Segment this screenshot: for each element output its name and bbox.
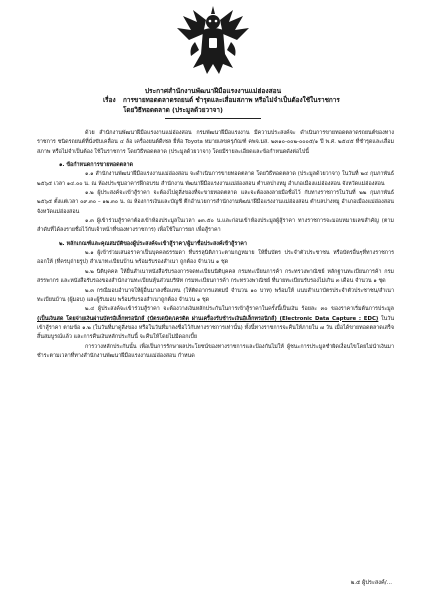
intro-paragraph: ด้วย สำนักงานพัฒนาฝีมือแรงงานแม่ฮ่องสอน กรมพัฒนาฝีมือแรงงาน มีความประสงค์จะ ดำเนินการขายทอดตลาดรถยนต์ของทางราชการ ชนิดรถยนต์ที่นั่งขับเคลื่อน ๔ ล้อ เครื่องยนต์ดีเซล ยี่ห้อ Toyota หมายเลขครุภัณฑ์ คพจ.มส. ๒๓๑๐-๐๐๒-๐๐๐๕/๑ ปี พ.ศ. ๒๕๔๕ ที่ชำรุดและเสื่อมสภาพ หรือไม่จำเป็นต้อง ใช้ในราชการ โดยวิธีทอดตลาด (ประมูลด้วยวาจา) โดยมีรายละเอียดและข้อกำหนดดังต่อไปนี้	[37, 130, 394, 155]
document-body	[37, 129, 394, 361]
section-2-4-underlined: (เป็นเงินสด โดยจ่ายเงินผ่านบัตรอิเล็กทรอนิกส์ (บัตรเดบิต/เครดิต ผ่านเครื่องรับชำระเงินอิเล็กทรอนิกส์) (Electronic Data Capture : EDC)	[37, 315, 379, 322]
section-2-3: ๒.๓ กรณีมอบอำนาจให้ผู้อื่นมาลงชื่อแทน (ให้ติดอากรแสตมป์ จำนวน ๑๐ บาท) พร้อมให้ แนบสำเนาบัตรประจำตัวประชาชน/สำเนาทะเบียนบ้าน (ผู้มอบ) และผู้รับมอบ พร้อมรับรองสำเนาถูกต้อง จำนวน ๑ ชุด	[37, 287, 394, 303]
section-2-4-text: ๒.๔ ผู้ประสงค์จะเข้าร่วมสู้ราคา จะต้องวางเงินหลักประกันในการเข้าสู้ราคาในครั้งนี้เป็นเงิน ร้อยละ ๓๐ ของราคาเริ่มต้นการประมูล	[85, 306, 394, 313]
section-2-4-continued: การวางหลักประกันนั้น เพื่อเป็นการรักษาผลประโยชน์ของทางราชการและป้องกันไม่ให้ ผู้ชนะการประมูลชำผิดเงื่อนไขโดยไม่นำเงินมาชำระตามเวลาที่ทางสำนักงานพัฒนาฝีมือแรงงานแม่ฮ่องสอน กำหนด	[37, 343, 394, 359]
subject-label: เรื่อง	[103, 96, 116, 104]
section-1-2: ๑.๒ ผู้ประสงค์จะเข้าสู้ราคา จะต้องไปดูสิ่งของที่จะขายทอดตลาด และจะต้องลงลายมือชื่อไว้ กับทางราชการในวันที่ ๒๒ กุมภาพันธ์ ๒๕๖๕ ตั้งแต่เวลา ๐๙.๓๐ – ๑๒.๓๐ น. ณ ห้องการเงินและบัญชี ตึกอำนวยการสำนักงานพัฒนาฝีมือแรงงานแม่ฮ่องสอน ตำบลปางหมู อำเภอเมืองแม่ฮ่องสอน จังหวัดแม่ฮ่องสอน	[37, 190, 394, 215]
subject-line-2: โดยวิธีทอดตลาด (ประมูลด้วยวาจา)	[123, 105, 223, 114]
section-1-1: ๑.๑ สำนักงานพัฒนาฝีมือแรงงานแม่ฮ่องสอน จะดำเนินการขายทอดตลาด โดยวิธีทอดตลาด (ประมูลด้วยวาจา) ในวันที่ ๒๔ กุมภาพันธ์ ๒๕๖๕ เวลา ๑๔.๐๐ น. ณ ห้องประชุมอาคารฝึกอบรม สำนักงาน พัฒนาฝีมือแรงงานแม่ฮ่องสอน ตำบลปางหมู อำเภอเมืองแม่ฮ่องสอน จังหวัดแม่ฮ่องสอน	[37, 171, 394, 187]
section-1-3: ๑.๓ ผู้เข้าร่วมสู้ราคาต้องเข้าห้องประมูลในเวลา ๑๓.๕๐ น.และก่อนเข้าห้องประมูลผู้สู้ราคา ทางราชการจะมอบหมายเลขสำคัญ (ตามลำดับที่ได้ลงรายชื่อไว้กับเจ้าหน้าที่ของทางราชการ) เพื่อใช้ในการยก เพื่อสู้ราคา	[37, 218, 394, 234]
page-continuation: ๒.๕ ผู้ประสงค์/...	[350, 580, 392, 586]
agency-title: ประกาศสำนักงานพัฒนาฝีมือแรงงานแม่ฮ่องสอน	[144, 87, 282, 95]
section-2-2: ๒.๒ นิติบุคคล ให้ยื่นสำเนาหนังสือรับรองการจดทะเบียนนิติบุคคล กรมทะเบียนการค้า กระทรวงพาณิชย์ หลักฐานทะเบียนการค้า กรมสรรพากร และหนังสือรับรองของสำนักงานทะเบียนหุ้นส่วนบริษัท กรมทะเบียนการค้า กระทรวงพาณิชย์ ที่นายทะเบียนรับรองไม่เกิน ๓ เดือน จำนวน ๑ ชุด	[37, 268, 394, 285]
subject-line-1: การขายทอดตลาดรถยนต์ ชำรุดและเสื่อมสภาพ หรือไม่จำเป็นต้องใช้ในราชการ	[123, 96, 340, 104]
section-1-heading: ๑. ข้อกำหนดการขายทอดตลาด	[59, 162, 133, 169]
separator-line	[165, 118, 261, 119]
section-2-4	[37, 305, 394, 342]
section-2-1: ๒.๑ ผู้เข้าร่วมเสนอราคาเป็นบุคคลธรรมดา ที่บรรลุนิติภาวะตามกฎหมาย ให้ยื่นบัตร ประจำตัวประชาชน หรือบัตรอื่นๆที่ทางราชการออกให้ (ที่ครบุถ่ายรูป) สำเนาทะเบียนบ้าน พร้อมรับรองสำเนา ถูกต้อง จำนวน ๑ ชุด	[37, 250, 394, 266]
section-2-heading: ๒. หลักเกณฑ์และคุณสมบัติของผู้ประสงค์จะเข้าสู้ราคา/ผู้มาชื่อประสงค์เข้าสู้ราคา	[59, 240, 247, 247]
header	[0, 86, 426, 96]
subject	[103, 96, 403, 115]
garuda-emblem-icon	[173, 2, 253, 82]
section-2-4-tail: ในวันเข้าสู้ราคา ตามข้อ ๑.๒ (ในวันที่มาดูสิ่งของ หรือในวันที่มาลงชื่อไว้กับทางราชการเท่านั้น) ทั้งนี้ทางราชการจะคืนให้ภายใน ๗ วัน เมื่อได้ขายทอดตลาดเสร็จสิ้นสมบูรณ์แล้ว และการคืนเงินหลักประกันนี้ จะคืนให้โดยไม่มีดอกเบี้ย	[37, 315, 394, 341]
